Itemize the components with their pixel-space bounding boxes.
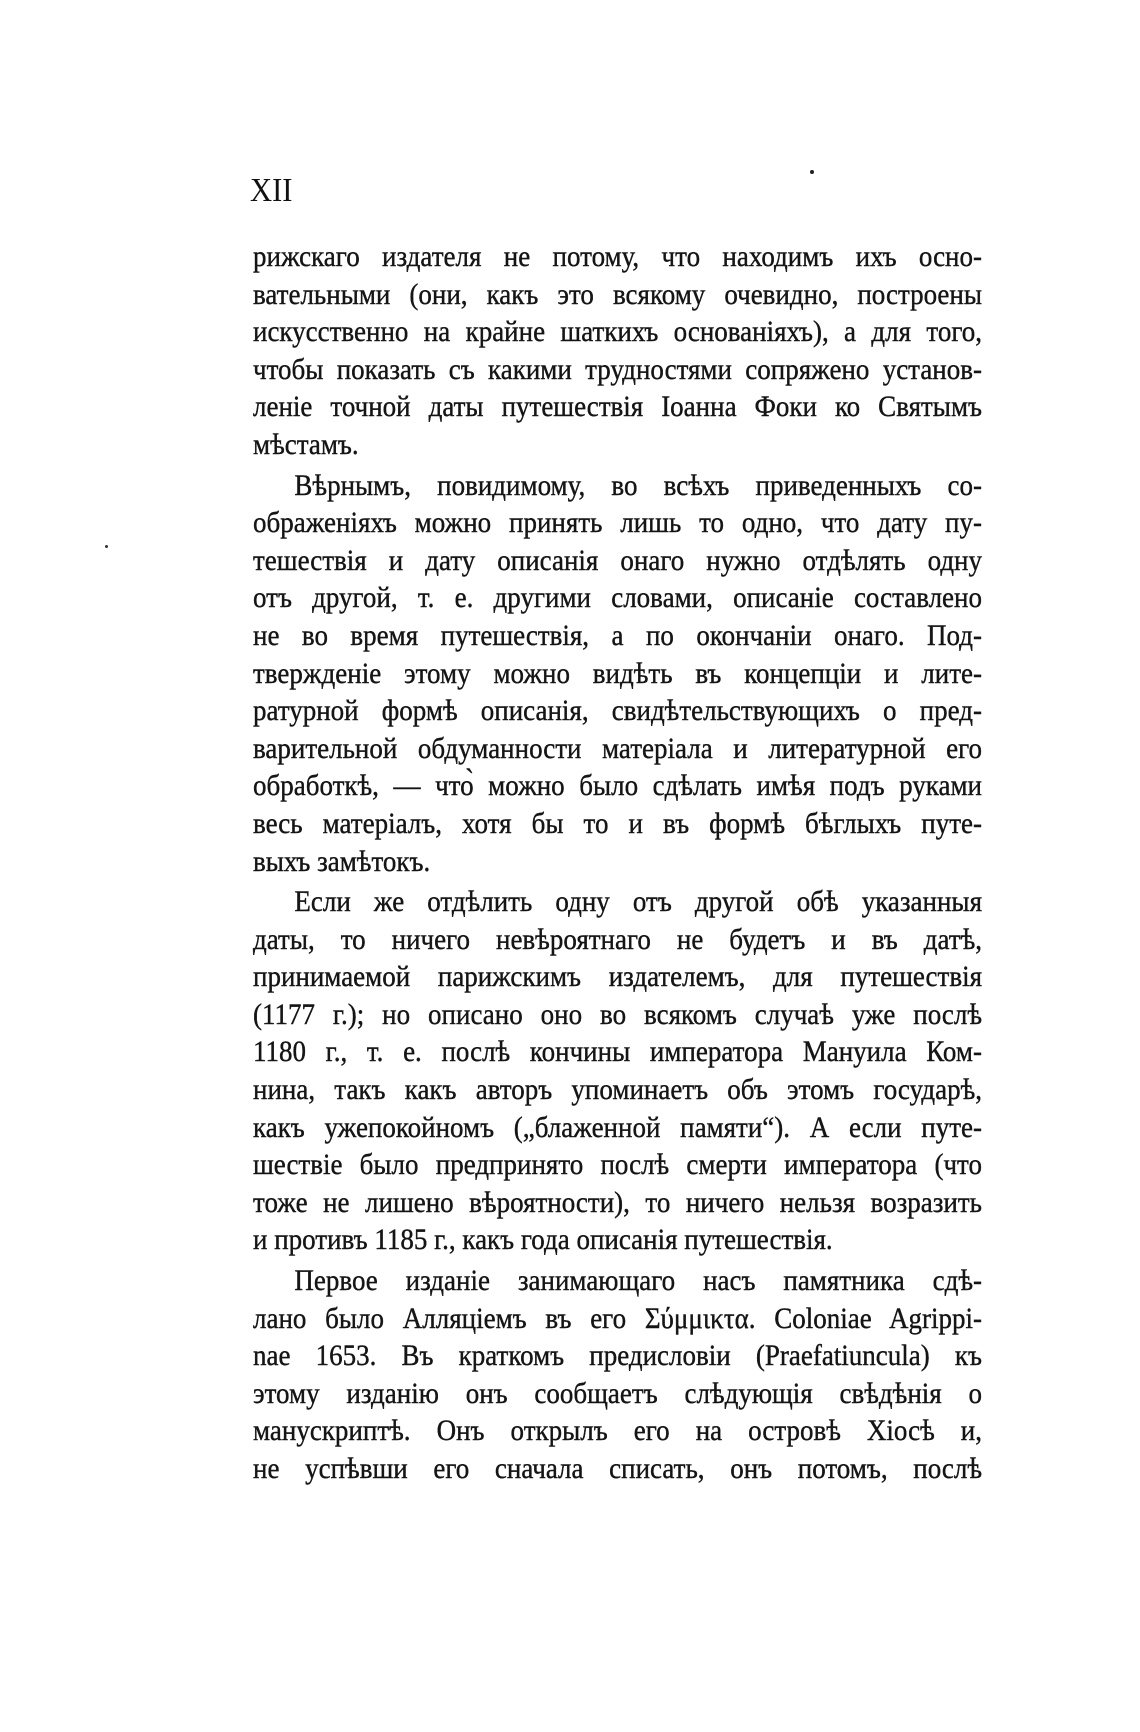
text-line: ображеніяхъ можно принять лишь то одно, что дату пу- [253, 506, 982, 540]
text-line: (1177 г.); но описано оно во всякомъ случаѣ уже послѣ [253, 997, 982, 1031]
text-line: шествіе было предпринято послѣ смерти императора (что [253, 1148, 982, 1182]
text-line: искусственно на крайне шаткихъ основаніяхъ), а для того, [253, 315, 982, 349]
text-line: и противъ 1185 г., какъ года описанія путешествія. [253, 1223, 833, 1257]
text-line: мѣстамъ. [253, 427, 359, 461]
text-line: вательными (они, какъ это всякому очевидно, построены [253, 277, 982, 311]
text-line: обработкѣ, — что̀ можно было сдѣлать имѣя подъ руками [253, 769, 982, 803]
text-line: весь матеріалъ, хотя бы то и въ формѣ бѣглыхъ путе- [253, 806, 982, 840]
text-line: лано было Алляціемъ въ его Σύμμικτα. Coloniae Agrippi- [253, 1301, 982, 1335]
text-line: чтобы показать съ какими трудностями сопряжено установ- [253, 352, 982, 386]
paragraph [253, 238, 1063, 464]
text-line: не во время путешествія, а по окончаніи онаго. Под- [253, 618, 982, 652]
body-text [253, 238, 1063, 1491]
text-line: отъ другой, т. е. другими словами, описаніе составлено [253, 581, 982, 615]
text-line: твержденіе этому можно видѣть въ концепціи и лите- [253, 656, 982, 690]
text-line: 1180 г., т. е. послѣ кончины императора Мануила Ком- [253, 1035, 982, 1069]
text-line: nae 1653. Въ краткомъ предисловіи (Praefatiuncula) къ [253, 1339, 982, 1373]
scan-speck [105, 545, 108, 548]
paragraph [253, 1262, 1063, 1488]
text-line: нина, такъ какъ авторъ упоминаетъ объ этомъ государѣ, [253, 1073, 982, 1107]
text-line: рижскаго издателя не потому, что находимъ ихъ осно- [253, 240, 982, 273]
text-line: ратурной формѣ описанія, свидѣтельствующихъ о пред- [253, 694, 982, 728]
paragraph [253, 467, 1063, 881]
text-line: Первое изданіе занимающаго насъ памятника сдѣ- [294, 1264, 982, 1298]
text-line: принимаемой парижскимъ издателемъ, для путешествія [253, 960, 982, 994]
text-line: Если же отдѣлить одну отъ другой обѣ указанныя [294, 885, 982, 919]
text-line: манускриптѣ. Онъ открылъ его на островѣ Хіосѣ и, [253, 1414, 982, 1448]
text-line: тоже не лишено вѣроятности), то ничего нельзя возразить [253, 1185, 982, 1219]
text-line: даты, то ничего невѣроятнаго не будетъ и въ датѣ, [253, 922, 982, 956]
text-line: этому изданію онъ сообщаетъ слѣдующія свѣдѣнія о [253, 1376, 982, 1410]
text-line: не успѣвши его сначала списать, онъ потомъ, послѣ [253, 1452, 982, 1485]
text-line: Вѣрнымъ, повидимому, во всѣхъ приведенныхъ со- [294, 468, 982, 502]
text-line: выхъ замѣтокъ. [253, 844, 431, 878]
paragraph [253, 883, 1063, 1259]
text-line: леніе точной даты путешествія Іоанна Фоки ко Святымъ [253, 390, 982, 424]
page-number: XII [250, 172, 293, 209]
text-line: тешествія и дату описанія онаго нужно отдѣлять одну [253, 543, 982, 577]
scan-speck [810, 170, 814, 174]
text-line: какъ ужепокойномъ („блаженной памяти“). А если путе- [253, 1110, 982, 1144]
text-line: варительной обдуманности матеріала и литературной его [253, 731, 982, 765]
